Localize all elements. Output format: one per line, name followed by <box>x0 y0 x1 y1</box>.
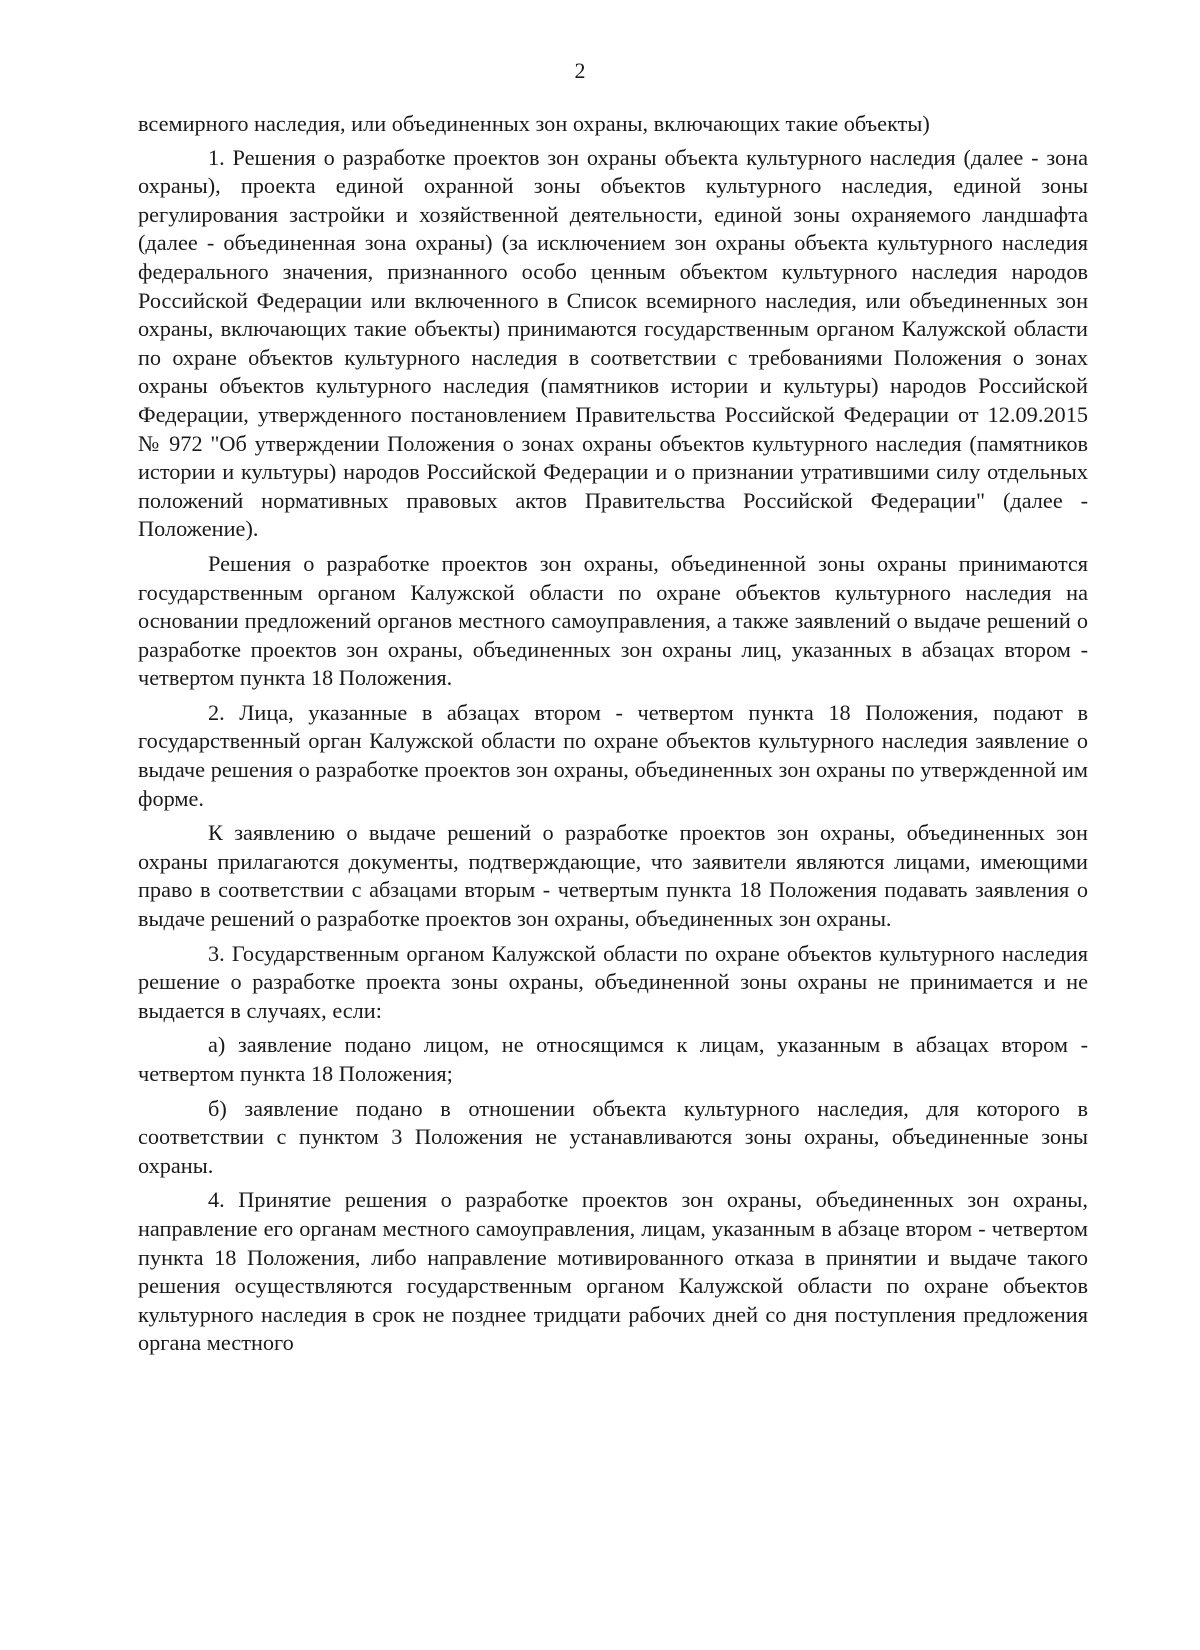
paragraph-clause-1-decisions: Решения о разработке проектов зон охраны, объединенной зоны охраны принимаются государственным органом Калужской области по охране объектов культурного наследия на основании предложений органов местного самоуправления, а также заявлений о выдаче решений о разработке проектов зон охраны, объединенных зон охраны лиц, указанных в абзацах втором - четвертом пункта 18 Положения. <box>138 550 1088 691</box>
paragraph-clause-4: 4. Принятие решения о разработке проектов зон охраны, объединенных зон охраны, направление его органам местного самоуправления, лицам, указанным в абзаце втором - четвертом пункта 18 Положения, либо направление мотивированного отказа в принятии и выдаче такого решения осуществляются государственным органом Калужской области по охране объектов культурного наследия в срок не позднее тридцати рабочих дней со дня поступления предложения органа местного <box>138 1187 1088 1356</box>
paragraph-clause-3-b: б) заявление подано в отношении объекта культурного наследия, для которого в соответствии с пунктом 3 Положения не устанавливаются зоны охраны, объединенные зоны охраны. <box>138 1095 1088 1178</box>
paragraph-clause-3-a: а) заявление подано лицом, не относящимся к лицам, указанным в абзацах втором - четвертом пункта 18 Положения; <box>138 1032 1088 1086</box>
document-body <box>138 110 1088 1364</box>
paragraph-clause-2-attachments: К заявлению о выдаче решений о разработке проектов зон охраны, объединенных зон охраны прилагаются документы, подтверждающие, что заявители являются лицами, имеющими право в соответствии с абзацами вторым - четвертым пункта 18 Положения подавать заявления о выдаче решений о разработке проектов зон охраны, объединенных зон охраны. <box>138 820 1088 932</box>
page-number: 2 <box>574 58 586 83</box>
paragraph-clause-1: 1. Решения о разработке проектов зон охраны объекта культурного наследия (далее - зона охраны), проекта единой охранной зоны объектов культурного наследия, единой зоны регулирования застройки и хозяйственной деятельности, единой зоны охраняемого ландшафта (далее - объединенная зона охраны) (за исключением зон охраны объекта культурного наследия федерального значения, признанного особо ценным объектом культурного наследия народов Российской Федерации или включенного в Список всемирного наследия, или объединенных зон охраны, включающих такие объекты) принимаются государственным органом Калужской области по охране объектов культурного наследия в соответствии с требованиями Положения о зонах охраны объектов культурного наследия (памятников истории и культуры) народов Российской Федерации, утвержденного постановлением Правительства Российской Федерации от 12.09.2015 № 972 "Об утверждении Положения о зонах охраны объектов культурного наследия (памятников истории и культуры) народов Российской Федерации и о признании утратившими силу отдельных положений нормативных правовых актов Правительства Российской Федерации" (далее - Положение). <box>138 144 1088 542</box>
paragraph-clause-2: 2. Лица, указанные в абзацах втором - четвертом пункта 18 Положения, подают в государственный орган Калужской области по охране объектов культурного наследия заявление о выдаче решения о разработке проектов зон охраны, объединенных зон охраны по утвержденной им форме. <box>138 699 1088 811</box>
continuation-line: всемирного наследия, или объединенных зон охраны, включающих такие объекты) <box>138 111 930 136</box>
paragraph-clause-3: 3. Государственным органом Калужской области по охране объектов культурного наследия решение о разработке проекта зоны охраны, объединенной зоны охраны не принимается и не выдается в случаях, если: <box>138 940 1088 1023</box>
